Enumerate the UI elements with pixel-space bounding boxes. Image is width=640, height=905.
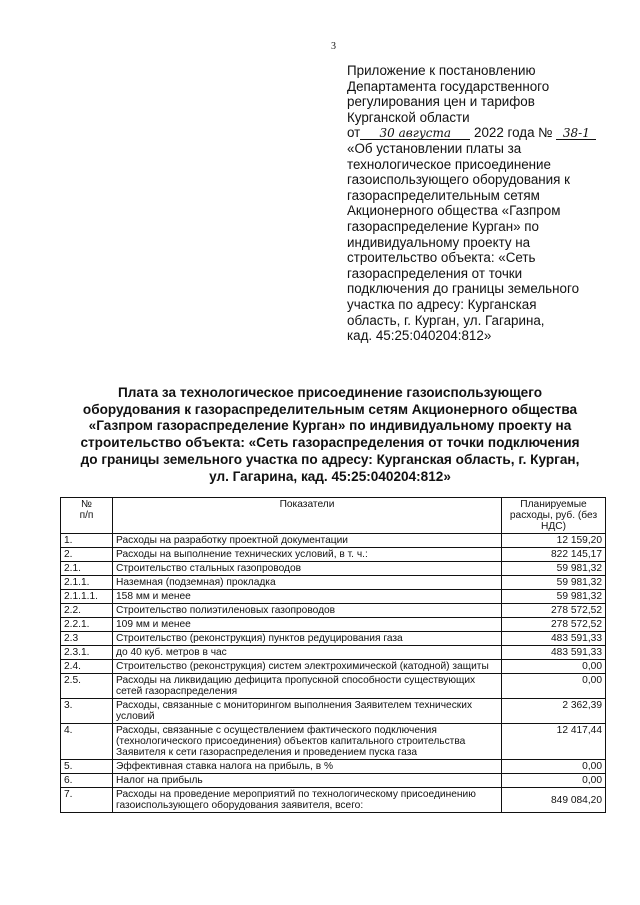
table-row	[61, 760, 606, 774]
row-value: 12 417,44	[502, 724, 606, 760]
row-number: 6.	[61, 774, 113, 788]
table-row	[61, 788, 606, 813]
table-row	[61, 604, 606, 618]
row-value: 59 981,32	[502, 590, 606, 604]
row-value: 59 981,32	[502, 576, 606, 590]
appendix-line: Департамента государственного	[347, 78, 550, 94]
row-number: 2.3	[61, 632, 113, 646]
decree-line: кад. 45:25:040204:812»	[347, 328, 492, 344]
table-row	[61, 562, 606, 576]
row-value: 483 591,33	[502, 646, 606, 660]
table-row	[61, 632, 606, 646]
row-value: 822 145,17	[502, 548, 606, 562]
row-number: 2.2.	[61, 604, 113, 618]
document-title	[50, 385, 610, 485]
row-number: 5.	[61, 760, 113, 774]
row-number: 2.2.1.	[61, 618, 113, 632]
table-row	[61, 724, 606, 760]
title-line: строительство объекта: «Сеть газораспределения от точки подключения	[80, 435, 580, 451]
table-row	[61, 699, 606, 724]
row-value: 0,00	[502, 774, 606, 788]
decree-line: участка по адресу: Курганская	[347, 296, 537, 312]
appendix-line: регулирования цен и тарифов	[347, 94, 535, 110]
decree-line: газоиспользующего оборудования к	[347, 172, 570, 188]
title-line: ул. Гагарина, кад. 45:25:040204:812»	[209, 468, 451, 484]
row-number: 2.1.1.	[61, 576, 113, 590]
decree-line: область, г. Курган, ул. Гагарина,	[347, 312, 545, 328]
title-line: Плата за технологическое присоединение газоиспользующего	[117, 385, 543, 400]
row-indicator: Расходы на ликвидацию дефицита пропускной способности существующих сетей газораспределения	[113, 674, 502, 699]
row-number: 2.3.1.	[61, 646, 113, 660]
decree-line: строительство объекта: «Сеть	[347, 250, 536, 266]
row-value: 849 084,20	[502, 788, 606, 813]
row-indicator: Расходы на выполнение технических условий, в т. ч.:	[113, 548, 502, 562]
row-indicator: 109 мм и менее	[113, 618, 502, 632]
header-number: № п/п	[61, 498, 113, 534]
decree-line: «Об установлении платы за	[347, 140, 522, 156]
row-value: 0,00	[502, 660, 606, 674]
year-text: 2022 года №	[474, 125, 553, 141]
date-line	[347, 125, 617, 141]
row-number: 2.1.1.1.	[61, 590, 113, 604]
fees-table	[60, 497, 606, 813]
page-number: 3	[331, 41, 336, 52]
decree-line: газораспределения от точки	[347, 265, 523, 281]
table-row	[61, 660, 606, 674]
row-value: 2 362,39	[502, 699, 606, 724]
date-prefix: от	[347, 125, 361, 141]
row-value: 59 981,32	[502, 562, 606, 576]
decree-line: технологическое присоединение	[347, 156, 551, 172]
title-line: до границы земельного участка по адресу: Курганская область, г. Курган,	[80, 451, 580, 467]
decree-line: Акционерного общества «Газпром	[347, 203, 561, 219]
handwritten-date: 30 августа	[360, 127, 470, 140]
row-indicator: 158 мм и менее	[113, 590, 502, 604]
row-number: 7.	[61, 788, 113, 813]
row-indicator: Расходы на проведение мероприятий по технологическому присоединению газоиспользующего оборудования заявителя, всего:	[113, 788, 502, 813]
row-indicator: Наземная (подземная) прокладка	[113, 576, 502, 590]
table-row	[61, 576, 606, 590]
table-row	[61, 548, 606, 562]
table-body	[61, 534, 606, 813]
decree-line: газораспределительным сетям	[347, 187, 540, 203]
title-line: «Газпром газораспределение Курган» по индивидуальному проекту на	[88, 418, 572, 434]
appendix-block	[347, 63, 617, 344]
header-indicator: Показатели	[113, 498, 502, 534]
row-number: 1.	[61, 534, 113, 548]
row-indicator: Строительство (реконструкция) систем электрохимической (катодной) защиты	[113, 660, 502, 674]
header-planned-costs: Планируемые расходы, руб. (без НДС)	[502, 498, 606, 534]
appendix-line: Курганской области	[347, 109, 470, 125]
decree-line: газораспределение Курган» по	[347, 218, 539, 234]
row-indicator: Строительство стальных газопроводов	[113, 562, 502, 576]
row-value: 0,00	[502, 760, 606, 774]
row-indicator: Налог на прибыль	[113, 774, 502, 788]
table-row	[61, 534, 606, 548]
row-number: 2.5.	[61, 674, 113, 699]
row-value: 0,00	[502, 674, 606, 699]
row-indicator: Расходы, связанные с мониторингом выполнения Заявителем технических условий	[113, 699, 502, 724]
title-line: оборудования к газораспределительным сетям Акционерного общества	[82, 401, 578, 417]
row-value: 483 591,33	[502, 632, 606, 646]
row-indicator: Расходы на разработку проектной документации	[113, 534, 502, 548]
row-indicator: Строительство полиэтиленовых газопроводов	[113, 604, 502, 618]
row-number: 4.	[61, 724, 113, 760]
row-indicator: Расходы, связанные с осуществлением фактического подключения (технологического присоединения) объектов капитального строительства Заявителя к сети газораспределения и проведением пуска газа	[113, 724, 502, 760]
decree-line: индивидуальному проекту на	[347, 234, 531, 250]
row-indicator: Строительство (реконструкция) пунктов редуцирования газа	[113, 632, 502, 646]
handwritten-number: 38-1	[556, 127, 596, 140]
appendix-line: Приложение к постановлению	[347, 63, 536, 78]
row-value: 278 572,52	[502, 618, 606, 632]
table-header-row	[61, 498, 606, 534]
row-number: 2.4.	[61, 660, 113, 674]
row-number: 2.1.	[61, 562, 113, 576]
row-number: 3.	[61, 699, 113, 724]
row-value: 12 159,20	[502, 534, 606, 548]
row-number: 2.	[61, 548, 113, 562]
table-row	[61, 590, 606, 604]
row-indicator: до 40 куб. метров в час	[113, 646, 502, 660]
table-row	[61, 618, 606, 632]
table-row	[61, 774, 606, 788]
decree-line: подключения до границы земельного	[347, 281, 580, 297]
table-row	[61, 646, 606, 660]
row-indicator: Эффективная ставка налога на прибыль, в %	[113, 760, 502, 774]
row-value: 278 572,52	[502, 604, 606, 618]
table-row	[61, 674, 606, 699]
